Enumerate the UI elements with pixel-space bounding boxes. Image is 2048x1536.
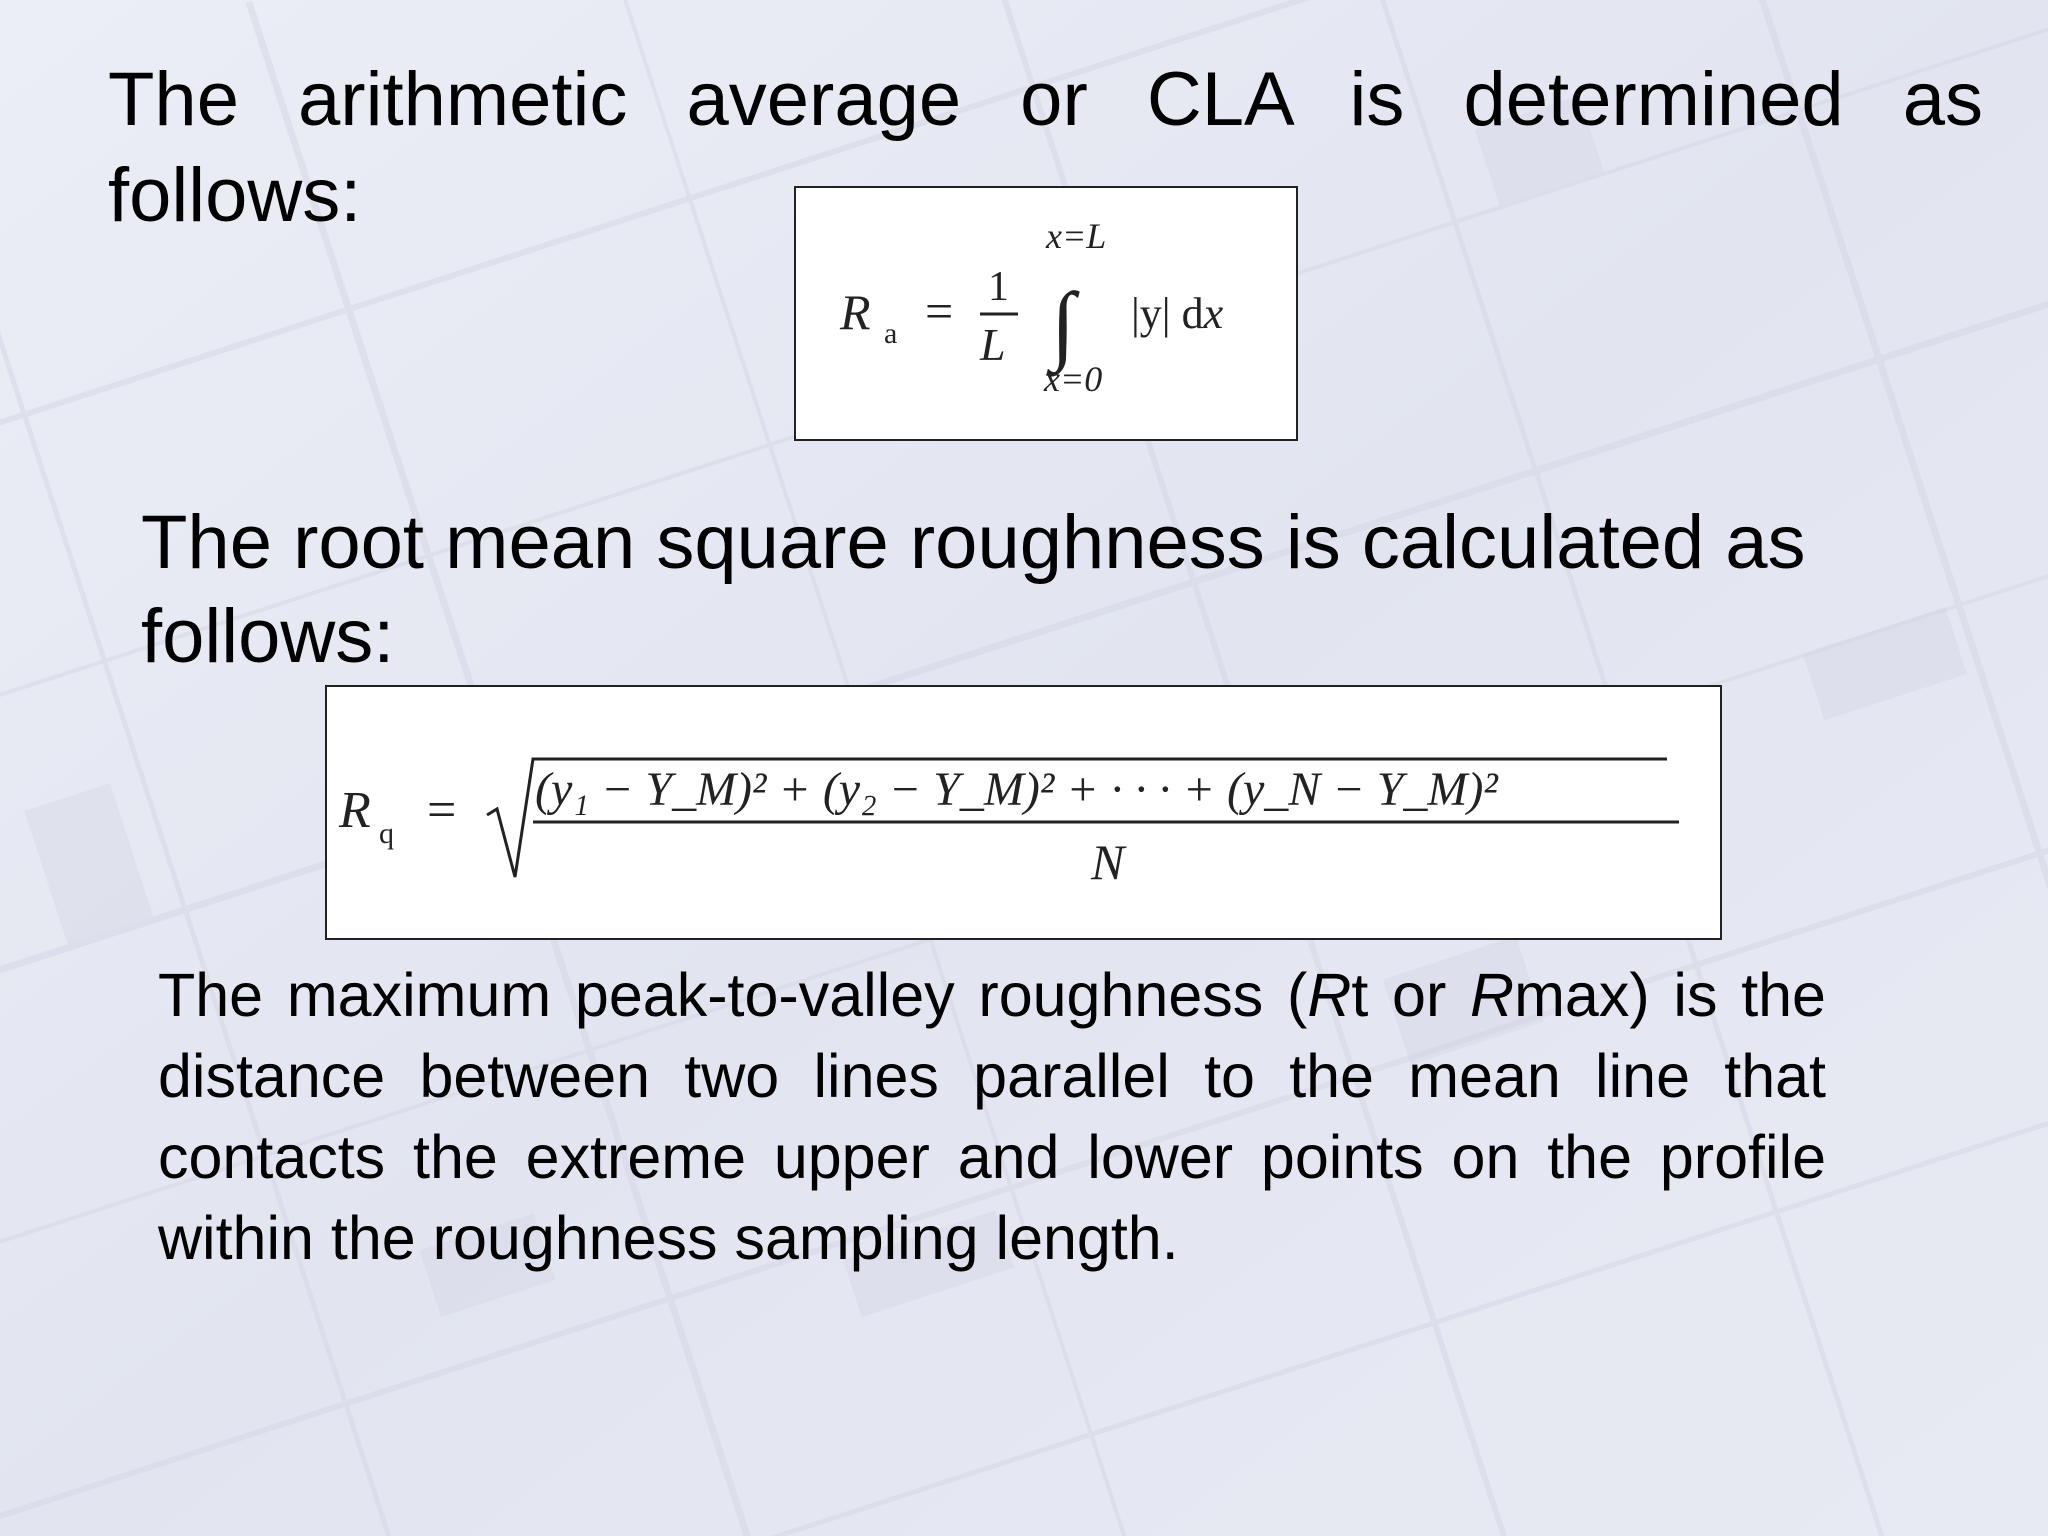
rq-formula xyxy=(325,685,1722,940)
rt-definition-text: The maximum peak-to-valley roughness (Rt or Rmax) is the distance between two lines parallel to the mean line that contacts the extreme upper and lower points on the profile within the roughness sampling length. xyxy=(158,961,1826,1272)
ra-numerator: 1 xyxy=(988,264,1009,310)
ra-formula xyxy=(794,186,1298,441)
ra-subscript: a xyxy=(884,317,898,350)
rq-equals: = xyxy=(427,782,457,839)
ra-lower-limit: x=0 xyxy=(1044,359,1103,399)
ra-symbol: R xyxy=(840,284,871,340)
ra-denominator: L xyxy=(980,319,1006,370)
rq-subscript: q xyxy=(379,817,394,850)
rq-symbol: R xyxy=(339,782,371,839)
rms-intro-text: The root mean square roughness is calculated as follows: xyxy=(141,500,1806,679)
ra-integrand: |y| dx xyxy=(1131,289,1224,338)
ra-equals: = xyxy=(925,283,954,339)
rq-denominator: N xyxy=(1091,834,1125,890)
rq-numerator: (y₁ − Y_M)² + (y₂ − Y_M)² + · · · + (y_N − Y_M)² xyxy=(535,763,1498,816)
cla-intro-text: The arithmetic average or CLA is determined as follows: xyxy=(108,57,1983,238)
ra-integral-sign: ∫ xyxy=(1051,276,1076,373)
ra-upper-limit: x=L xyxy=(1046,216,1107,256)
